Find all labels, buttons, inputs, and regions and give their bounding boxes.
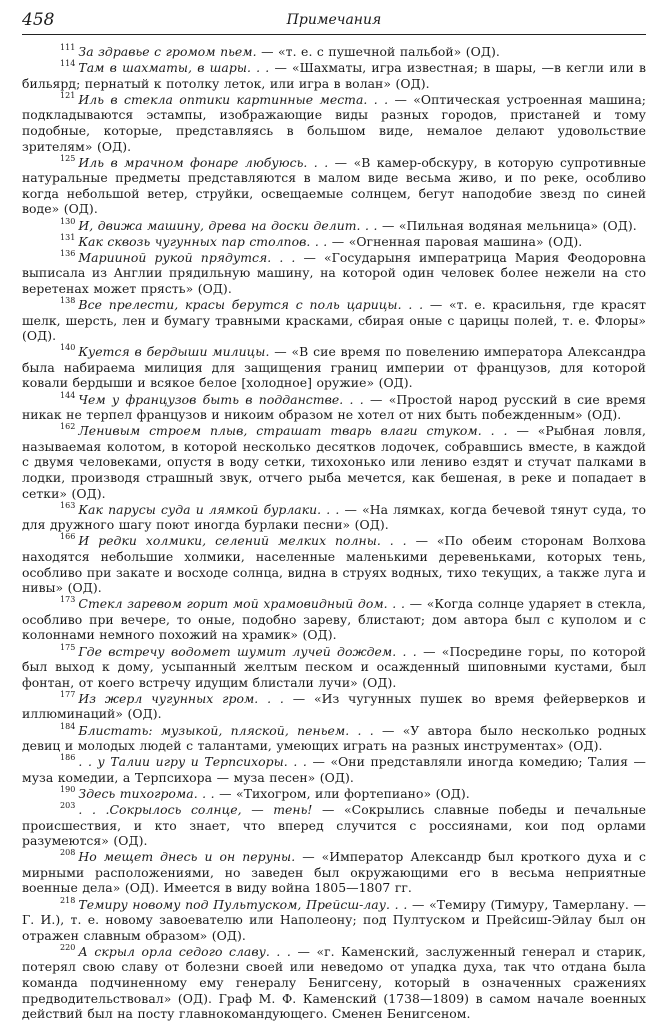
running-title: Примечания bbox=[286, 12, 382, 28]
note-item: 163 Как парусы суда и лямкой бурлаки. . . — «На лямках, когда бечевой тянут суда, то для дружного шагу поют иногда бурлаки песни» (ОД). bbox=[22, 500, 646, 533]
note-lemma: Здесь тихогрома. . . bbox=[78, 785, 215, 801]
note-text: — «По обеим сторонам Волхова находятся небольшие холмики, населенные маленькими деревеньками, которых тень, особливо при закате и восходе солнца, видна в струях водных, тихо текущих, а также луга и нивы» (ОД). bbox=[22, 533, 646, 596]
note-lemma: И редки холмики, селений мелких полны. . . bbox=[78, 533, 407, 549]
note-item: 190 Здесь тихогрома. . . — «Тихогром, или фортепиано» (ОД). bbox=[60, 784, 470, 801]
note-text: — «На лямках, когда бечевой тянут суда, то для дружного шагу поют иногда бурлаки песни» (ОД). bbox=[22, 501, 646, 533]
note-item: 114 Там в шахматы, в шары. . . — «Шахматы, игра известная; в шары, —в кегли или в бильярд; пернатый к потолку леток, или игра в волан» (ОД). bbox=[22, 59, 646, 91]
note-text: — «Император Александр был кроткого духа и с мирными расположениями, но заведен был окружающими его в весьма неприятные военные дела» (ОД). Имеется в виду война 1805—1807 гг. bbox=[22, 849, 646, 896]
note-lemma: Но мещет днесь и он перуны. bbox=[78, 849, 296, 865]
note-text: — «т. е. красильня, где красят шелк, шерсть, лен и бумагу травными красками, сбирая оные с царицы полей, т. е. Флоры» (ОД). bbox=[22, 297, 646, 344]
note-item: 166 И редки холмики, селений мелких полны. . . — «По обеим сторонам Волхова находятся небольшие холмики, населенные маленькими деревеньками, которых тень, особливо при закате и восходе солнца, видна в струях водных, тихо текущих, а также луга и нивы» (ОД). bbox=[22, 532, 646, 596]
note-text: — «У автора было несколько родных девиц и молодых людей с талантами, умеющих играть на разных инструментах» (ОД). bbox=[22, 722, 646, 754]
note-lemma: Иль в мрачном фонаре любуюсь. . . bbox=[78, 154, 329, 170]
note-item: 208 Но мещет днесь и он перуны. — «Император Александр был кроткого духа и с мирными расположениями, но заведен был окружающими его в весьма неприятные военные дела» (ОД). Имеется в виду война 1805—1807 гг. bbox=[22, 848, 646, 896]
note-item: 111 За здравье с громом пьем. — «т. е. с пушечной пальбой» (ОД). bbox=[60, 43, 500, 59]
note-text: — «Оптическая устроенная машина; подкладываются эстампы, изображающие виды разных городов, пристаней и тому подобные, которые, представляясь в большом виде, немалое делают удовольствие зрителям» (ОД). bbox=[22, 91, 646, 154]
note-item: 125 Иль в мрачном фонаре любуюсь. . . — «В камер-обскуру, в которую супротивные натуральные предметы представляются в малом виде весьма живо, и по реке, особливо когда небольшой ветер, струйки, освещаемые солнцем, бегут наподобие звезд по синей воде» (ОД). bbox=[22, 153, 646, 217]
note-text: — «Тихогром, или фортепиано» (ОД). bbox=[214, 785, 470, 801]
note-lemma: Из жерл чугунных гром. . . bbox=[78, 690, 284, 706]
note-lemma: Темиру новому под Пультуском, Прейсш-лау. . . bbox=[78, 896, 408, 912]
note-text: — «Когда солнце ударяет в стекла, особливо при вечере, то оные, подобно зареву, блистают; дом автора был с куполом и с колоннами немного похожий на храмик» (ОД). bbox=[22, 596, 646, 643]
note-lemma: Марииной рукой прядутся. . . bbox=[78, 249, 296, 265]
note-item: 186 . . у Талии игру и Терпсихоры. . . — «Они представляли иногда комедию; Талия — муза комедии, а Терпсихора — муза песен» (ОД). bbox=[22, 753, 646, 785]
note-text: — «Они представляли иногда комедию; Талия — муза комедии, а Терпсихора — муза песен» (ОД). bbox=[22, 754, 646, 785]
note-item: 173 Стекл заревом горит мой храмовидный дом. . . — «Когда солнце ударяет в стекла, особливо при вечере, то оные, подобно зареву, блистают; дом автора был с куполом и с колоннами немного похожий на храмик» (ОД). bbox=[22, 595, 646, 643]
note-text: — «т. е. с пушечной пальбой» (ОД). bbox=[256, 44, 500, 59]
note-lemma: Блистать: музыкой, пляской, пеньем. . . bbox=[78, 722, 374, 738]
note-lemma: Ленивым строем плыв, страшат тварь влаги стуком. . . bbox=[78, 423, 508, 439]
note-lemma: Куется в бердыши милицы. bbox=[78, 344, 270, 360]
note-lemma: Все прелести, красы берутся с поль царицы. . . bbox=[78, 297, 424, 312]
note-text: — «Государыня императрица Мария Феодоровна выписала из Англии прядильную машину, на которой один человек более нежели на сто веретенах может прясть» (ОД). bbox=[22, 249, 647, 296]
note-lemma: Как сквозь чугунных пар столпов. . . bbox=[78, 233, 328, 249]
note-lemma: Чем у французов быть в подданстве. . . bbox=[78, 391, 364, 407]
note-item: 184 Блистать: музыкой, пляской, пеньем. . . — «У автора было несколько родных девиц и молодых людей с талантами, умеющих играть на разных инструментах» (ОД). bbox=[22, 721, 646, 754]
note-item: 218 Темиру новому под Пультуском, Прейсш-лау. . . — «Темиру (Тимуру, Тамерлану. — Г. И.), т. е. новому завоевателю или Наполеону; под Пултуском и Прейсиш-Эйлау был он отражен славным образом» (ОД). bbox=[22, 895, 646, 943]
header-rule bbox=[22, 34, 646, 35]
page-header bbox=[22, 6, 646, 36]
note-text: — «В сие время по повелению императора Александра была набираема милиция для защищения границ империи от французов, для которой ковали бердыши и всякое белое [холодное] оружие» (ОД). bbox=[22, 344, 646, 391]
note-lemma: . . у Талии игру и Терпсихоры. . . bbox=[78, 754, 307, 770]
note-lemma: Стекл заревом горит мой храмовидный дом. . . bbox=[78, 596, 405, 612]
note-text: — «В камер-обскуру, в которую супротивные натуральные предметы представляются в малом виде весьма живо, и по реке, особливо когда небольшой ветер, струйки, освещаемые солнцем, бегут наподобие звезд по синей воде» (ОД). bbox=[22, 154, 646, 217]
note-text: — «Из чугунных пушек во время фейерверков и иллюминаций» (ОД). bbox=[22, 690, 646, 722]
note-item: 175 Где встречу водомет шумит лучей дождем. . . — «Посредине горы, по которой был выход к дому, усыпанный желтым песком и осажденный шиповными кустами, был фонтан, от коего встречу идущим блистали лучи» (ОД). bbox=[22, 642, 646, 690]
note-item: 177 Из жерл чугунных гром. . . — «Из чугунных пушек во время фейерверков и иллюминаций» (ОД). bbox=[22, 689, 646, 722]
note-item: 138 Все прелести, красы берутся с поль царицы. . . — «т. е. красильня, где красят шелк, шерсть, лен и бумагу травными красками, сбирая оные с царицы полей, т. е. Флоры» (ОД). bbox=[22, 296, 646, 344]
note-item: 144 Чем у французов быть в подданстве. . . — «Простой народ русский в сие время никак не терпел французов и никоим образом не хотел от них быть побежденным» (ОД). bbox=[22, 390, 646, 423]
note-item: 203 . . .Сокрылось солнце, — тень! — «Сокрылись славные победы и печальные происшествия, и кто знает, что вперед случится с россиянами, кои под орлами разумеются» (ОД). bbox=[22, 801, 646, 849]
note-lemma: . . .Сокрылось солнце, — тень! bbox=[78, 802, 313, 817]
note-text: — «Простой народ русский в сие время никак не терпел французов и никоим образом не хотел от них быть побежденным» (ОД). bbox=[22, 391, 646, 423]
note-item: 121 Иль в стекла оптики картинные места. . . — «Оптическая устроенная машина; подкладываются эстампы, изображающие виды разных городов, пристаней и тому подобные, которые, представляясь в большом виде, немалое делают удовольствие зрителям» (ОД). bbox=[22, 90, 646, 154]
note-item: 130 И, движа машину, древа на доски делит. . . — «Пильная водяная мельница» (ОД). bbox=[60, 216, 637, 233]
note-text: — «Посредине горы, по которой был выход к дому, усыпанный желтым песком и осажденный шиповными кустами, был фонтан, от коего встречу идущим блистали лучи» (ОД). bbox=[22, 643, 646, 690]
note-text: — «г. Каменский, заслуженный генерал и старик, потерял свою славу от болезни своей или неведомо от упадка духа, так что отдана была команда подчиненному ему генералу Бенигсену, который в означенных сражениях предводительствовал» (ОД). Граф М. Ф. Каменский (1738—1809) в самом начале военных действий был на посту главнокомандующего. Сменен Бенигсеном. bbox=[22, 943, 646, 1022]
note-lemma: И, движа машину, древа на доски делит. . . bbox=[78, 217, 378, 233]
note-item: 140 Куется в бердыши милицы. — «В сие время по повелению императора Александра была набираема милиция для защищения границ империи от французов, для которой ковали бердыши и всякое белое [холодное] оружие» (ОД). bbox=[22, 343, 646, 391]
notes-list bbox=[22, 44, 646, 1022]
note-text: — «Темиру (Тимуру, Тамерлану. — Г. И.), т. е. новому завоевателю или Наполеону; под Пултуском и Прейсиш-Эйлау был он отражен славным образом» (ОД). bbox=[22, 896, 646, 943]
note-lemma: За здравье с громом пьем. bbox=[78, 44, 257, 59]
note-text: — «Пильная водяная мельница» (ОД). bbox=[377, 217, 637, 233]
note-text: — «Шахматы, игра известная; в шары, —в кегли или в бильярд; пернатый к потолку леток, или игра в волан» (ОД). bbox=[22, 60, 646, 91]
note-lemma: А скрыл орла седого славу. . . bbox=[78, 943, 291, 959]
note-item: 220 А скрыл орла седого славу. . . — «г. Каменский, заслуженный генерал и старик, потерял свою славу от болезни своей или неведомо от упадка духа, так что отдана была команда подчиненному ему генералу Бенигсену, который в означенных сражениях предводительствовал» (ОД). Граф М. Ф. Каменский (1738—1809) в самом начале военных действий был на посту главнокомандующего. Сменен Бенигсеном. bbox=[22, 942, 646, 1022]
note-item: 136 Марииной рукой прядутся. . . — «Государыня императрица Мария Феодоровна выписала из Англии прядильную машину, на которой один человек более нежели на сто веретенах может прясть» (ОД). bbox=[22, 248, 647, 296]
note-text: — «Рыбная ловля, называемая колотом, в которой несколько десятков лодочек, собравшись вместе, в каждой с двумя человеками, опустя в воду сетки, тихохонько или лениво ездят и стучат палками в лодки, производя страшный звук, отчего рыба мечется, как бешеная, в реке и попадает в сетки» (ОД). bbox=[22, 423, 646, 501]
note-text: — «Огненная паровая машина» (ОД). bbox=[327, 233, 583, 249]
note-lemma: Как парусы суда и лямкой бурлаки. . . bbox=[78, 501, 340, 517]
page-number: 458 bbox=[22, 10, 55, 30]
note-lemma: Там в шахматы, в шары. . . bbox=[78, 60, 270, 76]
note-text: — «Сокрылись славные победы и печальные происшествия, и кто знает, что вперед случится с россиянами, кои под орлами разумеются» (ОД). bbox=[22, 802, 646, 849]
note-item: 162 Ленивым строем плыв, страшат тварь влаги стуком. . . — «Рыбная ловля, называемая колотом, в которой несколько десятков лодочек, собравшись вместе, в каждой с двумя человеками, опустя в воду сетки, тихохонько или лениво ездят и стучат палками в лодки, производя страшный звук, отчего рыба мечется, как бешеная, в реке и попадает в сетки» (ОД). bbox=[22, 422, 646, 501]
note-lemma: Иль в стекла оптики картинные места. . . bbox=[78, 91, 389, 107]
note-item: 131 Как сквозь чугунных пар столпов. . . — «Огненная паровая машина» (ОД). bbox=[60, 232, 583, 249]
note-lemma: Где встречу водомет шумит лучей дождем. . . bbox=[78, 643, 417, 659]
